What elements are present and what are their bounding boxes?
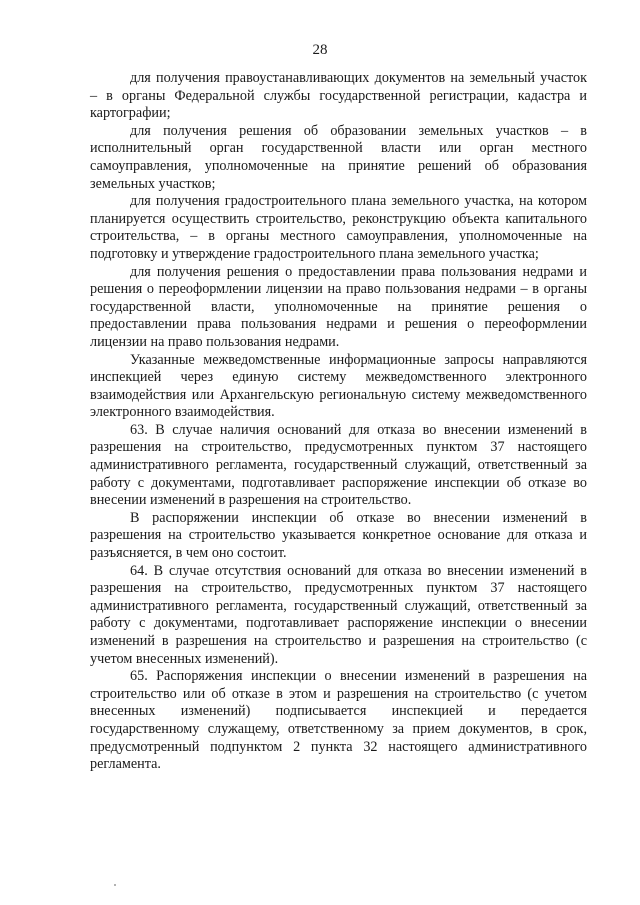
paragraph-refusal-grounds: В распоряжении инспекции об отказе во внесении изменений в разрешения на строительство указывается конкретное основание для отказа и разъясняется, в чем оно состоит. xyxy=(90,509,587,562)
paragraph-item-64: 64. В случае отсутствия оснований для отказа во внесении изменений в разрешения на строительство, предусмотренных пунктом 37 настоящего административного регламента, государственный служащий, ответственный за работу с документами, подготавливает распоряжение инспекции о внесении изменений в разрешения на строительство и разрешения на строительство (с учетом внесенных изменений). xyxy=(90,562,587,667)
paragraph-item-63: 63. В случае наличия оснований для отказа во внесении изменений в разрешения на строительство, предусмотренных пунктом 37 настоящего административного регламента, государственный служащий, ответственный за работу с документами, подготавливает распоряжение инспекции об отказе во внесении изменений в разрешения на строительство. xyxy=(90,421,587,509)
paragraph-interagency-requests: Указанные межведомственные информационные запросы направляются инспекцией через единую систему межведомственного электронного взаимодействия или Архангельскую региональную систему межведомственного электронного взаимодействия. xyxy=(90,351,587,421)
paragraph-land-plot-formation: для получения решения об образовании земельных участков – в исполнительный орган государственной власти или орган местного самоуправления, уполномоченные на принятие решений об образования земельных участков; xyxy=(90,122,587,192)
paragraph-urban-planning-plan: для получения градостроительного плана земельного участка, на котором планируется осуществить строительство, реконструкцию объекта капитального строительства, – в органы местного самоуправления, уполномоченные на подготовку и утверждение градостроительного плана земельного участка; xyxy=(90,193,587,262)
page-number: 28 xyxy=(312,42,328,58)
paragraph-item-65: 65. Распоряжения инспекции о внесении изменений в разрешения на строительство или об отказе в этом и разрешения на строительство (с учетом внесенных изменений) подписывается инспекцией и передается государственному служащему, ответственному за прием документов, в срок, предусмотренный подпунктом 2 пункта 32 настоящего административного регламента. xyxy=(90,668,587,773)
paragraph-land-title-documents: для получения правоустанавливающих документов на земельный участок – в органы Федеральной службы государственной регистрации, кадастра и картографии; xyxy=(90,70,587,122)
paragraph-subsoil-use-rights: для получения решения о предоставлении права пользования недрами и решения о переоформлении лицензии на право пользования недрами – в органы государственной власти, уполномоченные на принятие решения о предоставлении права пользования недрами и решения о переоформлении лицензии на право пользования недрами. xyxy=(90,263,587,350)
scan-speck xyxy=(114,884,116,886)
document-body xyxy=(90,70,587,774)
